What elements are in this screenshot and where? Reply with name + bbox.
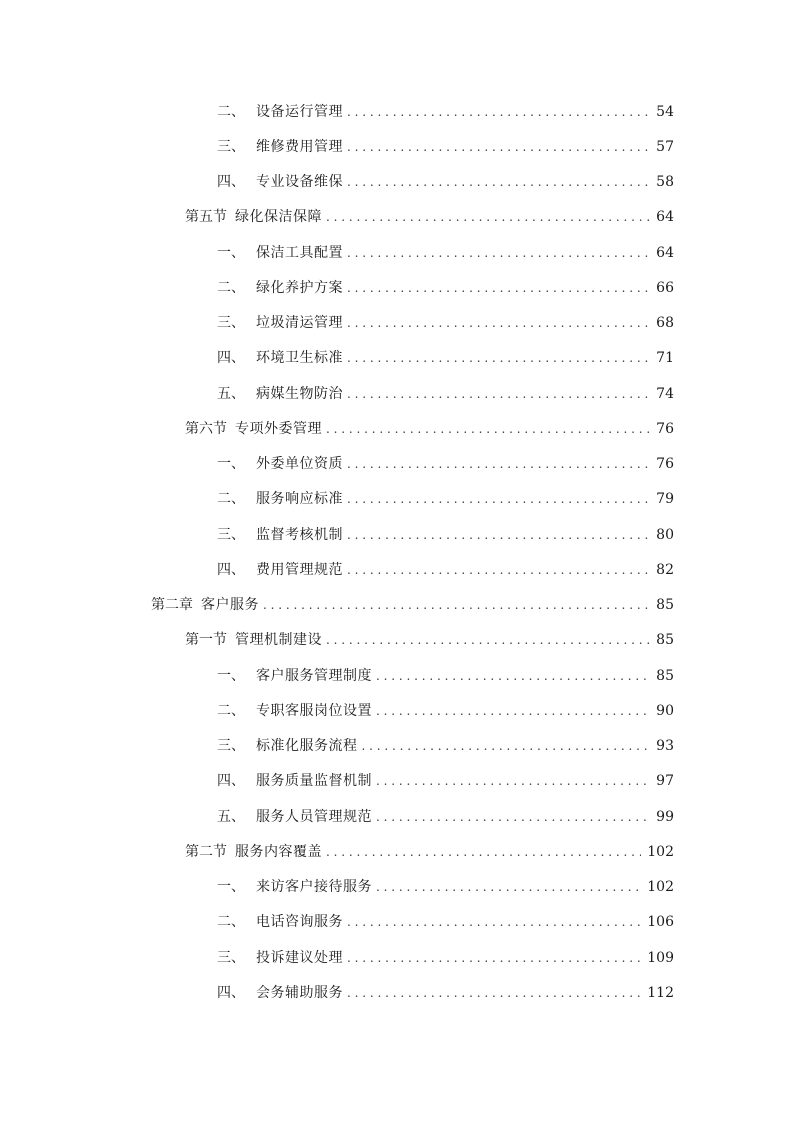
- toc-page-number: 82: [656, 561, 674, 578]
- toc-entry-number: 三、: [217, 949, 245, 966]
- toc-entry-title: 服务质量监督机制: [256, 773, 372, 790]
- toc-subsection-entry[interactable]: [0, 94, 793, 129]
- toc-entry-title: 服务人员管理规范: [256, 808, 372, 825]
- toc-page-number: 99: [656, 808, 674, 825]
- toc-dot-leader: [376, 772, 650, 790]
- toc-dot-leader: [347, 455, 650, 473]
- toc-entry-number: 一、: [217, 244, 245, 261]
- toc-subsection-entry[interactable]: [0, 235, 793, 270]
- toc-entry-title: 专业设备维保: [256, 174, 343, 191]
- toc-entry-line: [217, 975, 674, 1010]
- toc-dot-leader: [347, 138, 650, 156]
- toc-entry-line: [185, 834, 674, 869]
- toc-entry-line: [217, 729, 674, 764]
- toc-subsection-entry[interactable]: [0, 729, 793, 764]
- toc-page-number: 102: [647, 843, 674, 860]
- toc-page-number: 80: [656, 526, 674, 543]
- table-of-contents: [0, 94, 793, 1011]
- toc-dot-leader: [326, 843, 641, 861]
- toc-dot-leader: [347, 244, 650, 262]
- toc-entry-title: 环境卫生标准: [256, 350, 343, 367]
- toc-entry-title: 投诉建议处理: [256, 949, 343, 966]
- toc-page-number: 74: [656, 385, 674, 402]
- toc-dot-leader: [376, 808, 650, 826]
- toc-chapter-entry[interactable]: [0, 588, 793, 623]
- toc-entry-line: [217, 306, 674, 341]
- toc-entry-number: 第二章: [151, 597, 193, 614]
- toc-subsection-entry[interactable]: [0, 764, 793, 799]
- toc-subsection-entry[interactable]: [0, 165, 793, 200]
- toc-entry-title: 费用管理规范: [256, 561, 343, 578]
- toc-entry-title: 服务响应标准: [256, 491, 343, 508]
- toc-page-number: 85: [656, 632, 674, 649]
- toc-dot-leader: [347, 490, 650, 508]
- toc-page-number: 54: [656, 103, 674, 120]
- toc-entry-number: 三、: [217, 738, 245, 755]
- toc-entry-title: 外委单位资质: [256, 456, 343, 473]
- toc-section-entry[interactable]: [0, 834, 793, 869]
- toc-dot-leader: [347, 279, 650, 297]
- toc-entry-number: 四、: [217, 350, 245, 367]
- toc-page-number: 76: [656, 420, 674, 437]
- toc-entry-title: 电话咨询服务: [256, 914, 343, 931]
- toc-page-number: 58: [656, 174, 674, 191]
- toc-entry-line: [185, 200, 674, 235]
- toc-dot-leader: [326, 208, 650, 226]
- toc-entry-title: 会务辅助服务: [256, 984, 343, 1001]
- toc-entry-title: 绿化保洁保障: [235, 209, 322, 226]
- toc-entry-title: 标准化服务流程: [256, 738, 358, 755]
- toc-entry-line: [217, 341, 674, 376]
- toc-subsection-entry[interactable]: [0, 341, 793, 376]
- toc-entry-line: [217, 129, 674, 164]
- toc-subsection-entry[interactable]: [0, 940, 793, 975]
- toc-entry-line: [217, 905, 674, 940]
- toc-page-number: 102: [647, 879, 674, 896]
- toc-dot-leader: [347, 949, 641, 967]
- toc-page-number: 68: [656, 315, 674, 332]
- toc-dot-leader: [376, 667, 650, 685]
- toc-entry-line: [217, 940, 674, 975]
- toc-entry-number: 二、: [217, 279, 245, 296]
- toc-section-entry[interactable]: [0, 623, 793, 658]
- toc-entry-number: 四、: [217, 561, 245, 578]
- toc-page-number: 109: [647, 949, 674, 966]
- toc-page-number: 71: [656, 350, 674, 367]
- toc-entry-title: 病媒生物防治: [256, 385, 343, 402]
- toc-entry-line: [217, 270, 674, 305]
- toc-entry-number: 三、: [217, 315, 245, 332]
- toc-dot-leader: [326, 631, 650, 649]
- toc-entry-title: 设备运行管理: [256, 103, 343, 120]
- toc-entry-line: [185, 411, 674, 446]
- toc-section-entry[interactable]: [0, 411, 793, 446]
- toc-entry-number: 第六节: [185, 420, 227, 437]
- toc-entry-line: [217, 799, 674, 834]
- toc-dot-leader: [347, 984, 641, 1002]
- toc-subsection-entry[interactable]: [0, 905, 793, 940]
- toc-entry-title: 监督考核机制: [256, 526, 343, 543]
- toc-entry-title: 维修费用管理: [256, 138, 343, 155]
- toc-entry-number: 三、: [217, 526, 245, 543]
- toc-section-entry[interactable]: [0, 200, 793, 235]
- toc-dot-leader: [263, 596, 650, 614]
- toc-page-number: 85: [656, 597, 674, 614]
- toc-entry-line: [217, 764, 674, 799]
- toc-page-number: 57: [656, 138, 674, 155]
- toc-page-number: 106: [647, 914, 674, 931]
- toc-entry-number: 二、: [217, 103, 245, 120]
- toc-dot-leader: [347, 913, 641, 931]
- toc-entry-title: 客户服务: [201, 597, 259, 614]
- toc-page-number: 66: [656, 279, 674, 296]
- toc-entry-number: 第二节: [185, 843, 227, 860]
- toc-entry-title: 来访客户接待服务: [256, 879, 372, 896]
- toc-entry-line: [217, 482, 674, 517]
- toc-subsection-entry[interactable]: [0, 799, 793, 834]
- toc-entry-line: [217, 376, 674, 411]
- toc-entry-line: [217, 94, 674, 129]
- toc-entry-title: 客户服务管理制度: [256, 667, 372, 684]
- toc-subsection-entry[interactable]: [0, 658, 793, 693]
- toc-dot-leader: [347, 314, 650, 332]
- toc-subsection-entry[interactable]: [0, 270, 793, 305]
- toc-entry-number: 二、: [217, 491, 245, 508]
- toc-page-number: 90: [656, 702, 674, 719]
- toc-page-number: 76: [656, 456, 674, 473]
- toc-page-number: 64: [656, 209, 674, 226]
- toc-page-number: 64: [656, 244, 674, 261]
- toc-page-number: 93: [656, 738, 674, 755]
- toc-subsection-entry[interactable]: [0, 975, 793, 1010]
- toc-page-number: 85: [656, 667, 674, 684]
- toc-entry-number: 五、: [217, 385, 245, 402]
- toc-dot-leader: [362, 737, 651, 755]
- toc-entry-title: 服务内容覆盖: [235, 843, 322, 860]
- toc-subsection-entry[interactable]: [0, 870, 793, 905]
- toc-entry-title: 垃圾清运管理: [256, 315, 343, 332]
- toc-entry-line: [217, 870, 674, 905]
- toc-subsection-entry[interactable]: [0, 693, 793, 728]
- toc-entry-number: 一、: [217, 456, 245, 473]
- toc-dot-leader: [347, 385, 650, 403]
- toc-entry-title: 专职客服岗位设置: [256, 702, 372, 719]
- toc-subsection-entry[interactable]: [0, 376, 793, 411]
- toc-entry-title: 管理机制建设: [235, 632, 322, 649]
- toc-entry-number: 四、: [217, 984, 245, 1001]
- toc-dot-leader: [376, 702, 650, 720]
- toc-dot-leader: [347, 561, 650, 579]
- toc-subsection-entry[interactable]: [0, 306, 793, 341]
- toc-entry-number: 第五节: [185, 209, 227, 226]
- toc-entry-title: 专项外委管理: [235, 420, 322, 437]
- toc-entry-line: [217, 658, 674, 693]
- toc-entry-line: [217, 552, 674, 587]
- toc-subsection-entry[interactable]: [0, 552, 793, 587]
- toc-entry-title: 保洁工具配置: [256, 244, 343, 261]
- toc-entry-line: [217, 235, 674, 270]
- toc-entry-number: 一、: [217, 879, 245, 896]
- toc-dot-leader: [347, 526, 650, 544]
- toc-entry-line: [217, 517, 674, 552]
- toc-page-number: 97: [656, 773, 674, 790]
- toc-dot-leader: [347, 349, 650, 367]
- toc-page-number: 79: [656, 491, 674, 508]
- toc-entry-line: [185, 623, 674, 658]
- toc-entry-line: [217, 165, 674, 200]
- toc-dot-leader: [376, 878, 641, 896]
- toc-entry-number: 四、: [217, 174, 245, 191]
- toc-entry-line: [151, 588, 674, 623]
- toc-subsection-entry[interactable]: [0, 482, 793, 517]
- toc-entry-line: [217, 693, 674, 728]
- toc-entry-number: 三、: [217, 138, 245, 155]
- toc-entry-number: 五、: [217, 808, 245, 825]
- toc-dot-leader: [347, 173, 650, 191]
- toc-entry-number: 二、: [217, 702, 245, 719]
- toc-entry-number: 一、: [217, 667, 245, 684]
- toc-entry-number: 四、: [217, 773, 245, 790]
- toc-entry-line: [217, 447, 674, 482]
- toc-subsection-entry[interactable]: [0, 129, 793, 164]
- toc-entry-number: 第一节: [185, 632, 227, 649]
- toc-page-number: 112: [647, 984, 674, 1001]
- toc-subsection-entry[interactable]: [0, 517, 793, 552]
- toc-subsection-entry[interactable]: [0, 447, 793, 482]
- toc-dot-leader: [347, 103, 650, 121]
- toc-entry-title: 绿化养护方案: [256, 279, 343, 296]
- toc-dot-leader: [326, 420, 650, 438]
- toc-entry-number: 二、: [217, 914, 245, 931]
